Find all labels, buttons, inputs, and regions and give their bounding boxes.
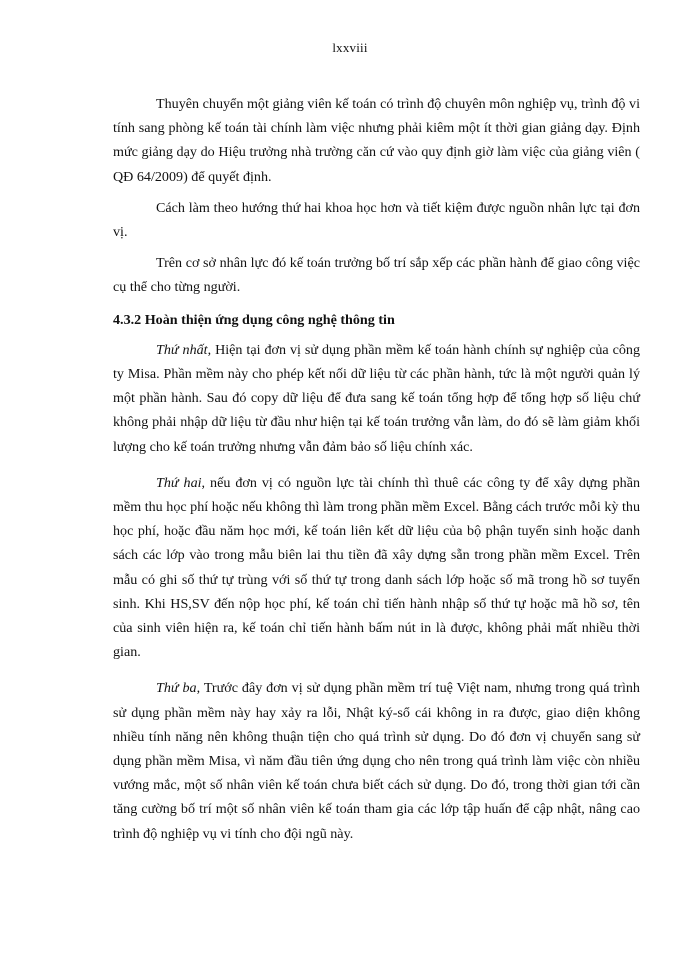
document-body bbox=[113, 92, 640, 846]
paragraph-task-assignment: Trên cơ sở nhân lực đó kế toán trưởng bố trí sắp xếp các phần hành để giao công việc cụ thể cho từng người. bbox=[113, 255, 640, 296]
paragraph-third-point bbox=[113, 676, 640, 845]
first-point-text: , Hiện tại đơn vị sử dụng phần mềm kế toán hành chính sự nghiệp của công ty Misa. Phần mềm này cho phép kết nối dữ liệu từ các phần hành, tức là một người quản lý một phần hành. Sau đó copy dữ liệu để đưa sang kế toán tổng hợp để tổng hợp số liệu chứ không phải nhập dữ liệu từ đầu như hiện tại kế toán trưởng vẫn làm, do đó sẽ làm giảm khối lượng cho kế toán trưởng nhưng vẫn đảm bảo số liệu chính xác. bbox=[113, 341, 640, 455]
paragraph-transfer-lecturer: Thuyên chuyển một giảng viên kế toán có trình độ chuyên môn nghiệp vụ, trình độ vi tính sang phòng kế toán tài chính làm việc nhưng phải kiêm một ít thời gian giảng dạy. Định mức giảng dạy do Hiệu trưởng nhà trường căn cứ vào quy định giờ làm việc của giảng viên ( QĐ 64/2009) để quyết định. bbox=[113, 96, 640, 185]
second-point-text: , nếu đơn vị có nguồn lực tài chính thì thuê các công ty để xây dựng phần mềm thu học phí hoặc nếu không thì làm trong phần mềm Excel. Bằng cách trước mỗi kỳ thu học phí, hoặc đầu năm học mới, kế toán liên kết dữ liệu của bộ phận tuyển sinh hoặc danh sách các lớp vào trong mẫu biên lai thu tiền đã xây dựng sẵn trong phần mềm Excel. Trên mẫu có ghi số thứ tự trùng với số thứ tự trong danh sách lớp hoặc số mã trong hồ sơ tuyển sinh. Khi HS,SV đến nộp học phí, kế toán chỉ tiến hành nhập số thứ tự hoặc mã hồ sơ, tên của sinh viên hiện ra, kế toán chỉ tiến hành bấm nút in là được, không phải mất nhiều thời gian. bbox=[113, 474, 641, 661]
third-point-text: , Trước đây đơn vị sử dụng phần mềm trí tuệ Việt nam, nhưng trong quá trình sử dụng phần mềm này hay xảy ra lỗi, Nhật ký-sổ cái không in ra được, giao diện không nhiều tính năng nên không thuận tiện cho quá trình sử dụng. Do đó đơn vị chuyển sang sử dụng phần mềm Misa, vì năm đầu tiên ứng dụng cho nên trong quá trình làm việc còn nhiều vướng mắc, một số nhân viên kế toán chưa biết cách sử dụng. Do đó, trong thời gian tới cần tăng cường bố trí một số nhân viên kế toán tham gia các lớp tập huấn để cập nhật, nâng cao trình độ nghiệp vụ vi tính cho đội ngũ này. bbox=[113, 680, 640, 842]
paragraph-first-point bbox=[113, 338, 640, 459]
page-number: lxxviii bbox=[332, 40, 368, 55]
second-point-lead: Thứ hai bbox=[156, 474, 202, 491]
section-heading: 4.3.2 Hoàn thiện ứng dụng công nghệ thông tin bbox=[113, 311, 395, 328]
third-point-lead: Thứ ba bbox=[156, 680, 197, 697]
paragraph-second-approach: Cách làm theo hướng thứ hai khoa học hơn và tiết kiệm được nguồn nhân lực tại đơn vị. bbox=[113, 199, 640, 241]
paragraph-second-point bbox=[113, 471, 640, 665]
first-point-lead: Thứ nhất bbox=[156, 341, 208, 358]
